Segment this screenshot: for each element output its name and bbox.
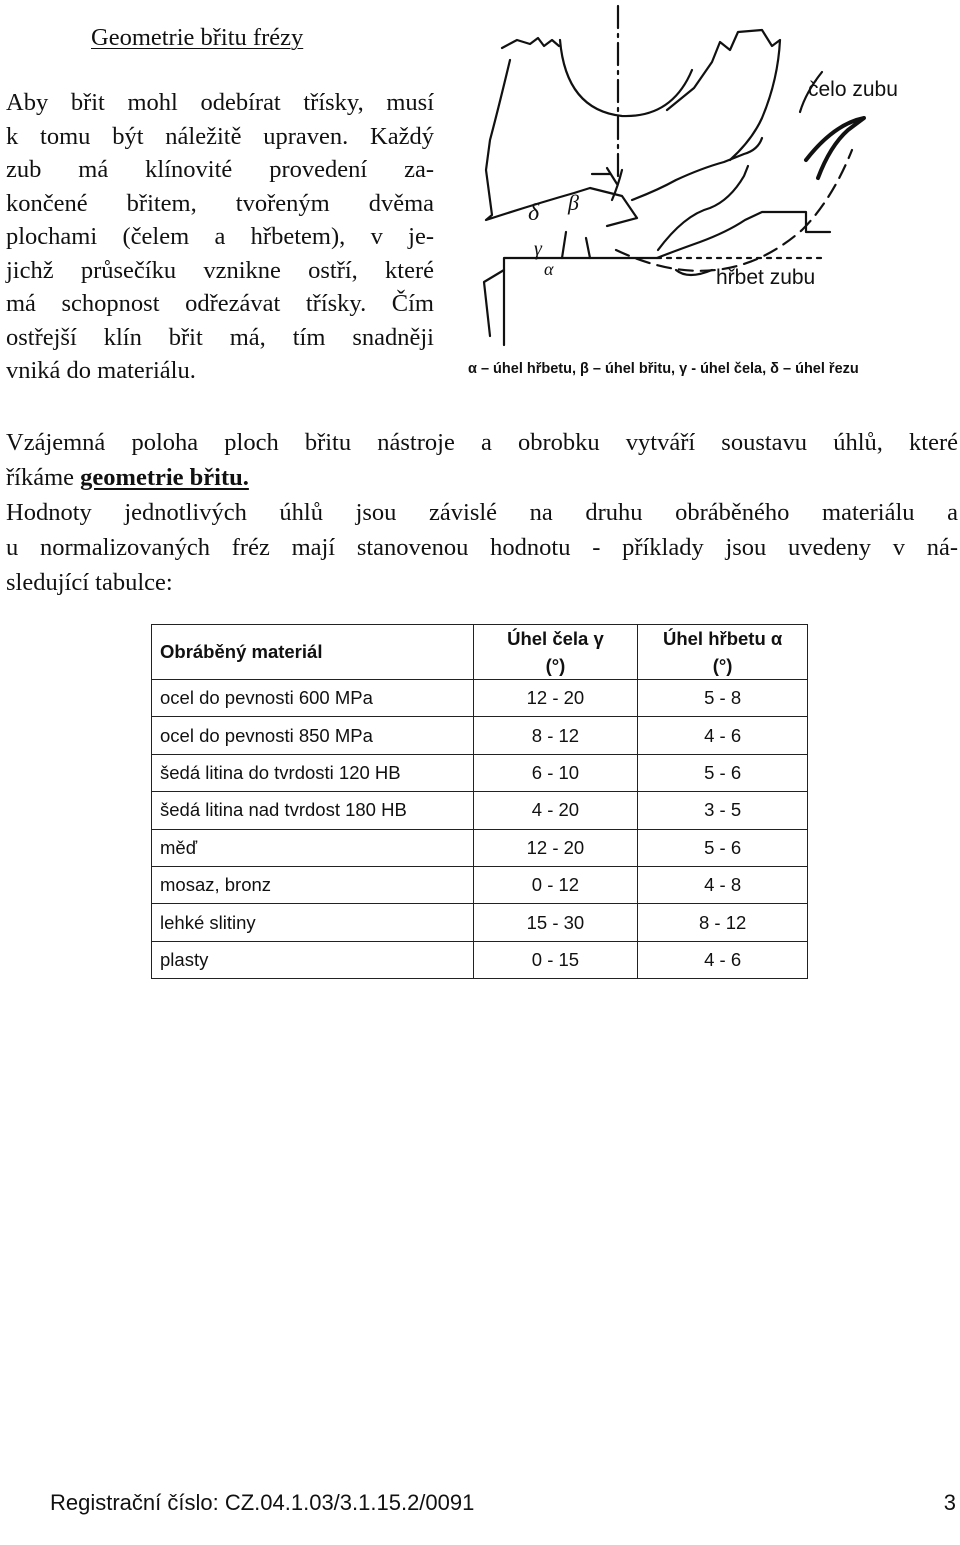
intro-paragraph xyxy=(6,86,434,388)
gamma-symbol: γ xyxy=(534,238,542,260)
page-footer xyxy=(50,1490,956,1522)
page-number: 3 xyxy=(943,1490,956,1515)
cell-face-angle: 4 - 20 xyxy=(473,792,638,829)
delta-symbol: δ xyxy=(528,200,540,226)
figure-legend: α – úhel hřbetu, β – úhel břitu, γ - úhel čela, δ – úhel řezu xyxy=(468,361,859,377)
intro-line: plochami (čelem a hřbetem), v je- xyxy=(6,223,434,250)
cell-material: ocel do pevnosti 850 MPa xyxy=(152,717,474,754)
header-face-angle xyxy=(473,625,638,680)
table-row xyxy=(152,829,808,866)
cell-back-angle: 8 - 12 xyxy=(638,904,808,941)
cutter-outline xyxy=(486,30,780,226)
cell-material: mosaz, bronz xyxy=(152,866,474,903)
intro-line: jichž průsečíku vznikne ostří, které xyxy=(6,256,434,284)
cell-back-angle: 5 - 6 xyxy=(638,754,808,791)
header-unit: (°) xyxy=(712,655,733,676)
paragraph-line: Hodnoty jednotlivých úhlů jsou závislé na druhu obráběného materiálu a xyxy=(6,499,958,526)
chip-curl xyxy=(806,118,864,178)
cell-back-angle: 4 - 8 xyxy=(638,866,808,903)
cell-face-angle: 12 - 20 xyxy=(473,680,638,717)
intro-line: končené břitem, tvořeným dvěma xyxy=(6,189,434,217)
cell-material: šedá litina nad tvrdost 180 HB xyxy=(152,792,474,829)
table-row xyxy=(152,754,808,791)
paragraph-text: říkáme xyxy=(6,464,81,491)
intro-line: k tomu být náležitě upraven. Každý xyxy=(6,122,434,150)
cell-face-angle: 0 - 12 xyxy=(473,866,638,903)
key-term: geometrie břitu. xyxy=(80,464,249,491)
cell-back-angle: 5 - 6 xyxy=(638,829,808,866)
workpiece-edge xyxy=(484,270,504,336)
cell-back-angle: 5 - 8 xyxy=(638,680,808,717)
cell-material: lehké slitiny xyxy=(152,904,474,941)
geometry-paragraph xyxy=(6,425,958,600)
cell-back-angle: 4 - 6 xyxy=(638,941,808,978)
table-row xyxy=(152,904,808,941)
cell-face-angle: 12 - 20 xyxy=(473,829,638,866)
tooth-edge xyxy=(658,166,748,250)
paragraph-line: sledující tabulce: xyxy=(6,569,173,596)
table-row xyxy=(152,717,808,754)
alpha-symbol: α xyxy=(544,259,554,279)
intro-line: má schopnost odřezávat třísky. Čím xyxy=(6,290,434,317)
registration-number: Registrační číslo: CZ.04.1.03/3.1.15.2/0091 xyxy=(50,1490,475,1515)
back-label: hřbet zubu xyxy=(716,266,816,289)
intro-line: ostřejší klín břit má, tím snadněji xyxy=(6,323,434,351)
paragraph-line xyxy=(6,460,958,495)
angle-tick xyxy=(592,168,617,184)
cell-face-angle: 0 - 15 xyxy=(473,941,638,978)
cell-material: měď xyxy=(152,829,474,866)
cell-face-angle: 8 - 12 xyxy=(473,717,638,754)
table-row xyxy=(152,941,808,978)
table-row xyxy=(152,866,808,903)
cell-face-angle: 6 - 10 xyxy=(473,754,638,791)
table-header-row xyxy=(152,625,808,680)
table-row xyxy=(152,792,808,829)
cell-material: ocel do pevnosti 600 MPa xyxy=(152,680,474,717)
paragraph-line: Vzájemná poloha ploch břitu nástroje a obrobku vytváří soustavu úhlů, které xyxy=(6,429,958,456)
intro-line: zub má klínovité provedení za- xyxy=(6,156,434,183)
intro-line: vniká do materiálu. xyxy=(6,357,196,384)
page-title: Geometrie břitu frézy xyxy=(91,24,304,51)
header-face-angle-label: Úhel čela γ xyxy=(507,628,604,649)
header-back-angle-label: Úhel hřbetu α xyxy=(662,628,783,649)
cell-face-angle: 15 - 30 xyxy=(473,904,638,941)
angles-table xyxy=(151,624,808,979)
intro-line: Aby břit mohl odebírat třísky, musí xyxy=(6,89,434,116)
cell-back-angle: 3 - 5 xyxy=(638,792,808,829)
face-label: čelo zubu xyxy=(808,78,898,101)
cell-material: plasty xyxy=(152,941,474,978)
header-back-angle xyxy=(638,625,808,680)
beta-symbol: β xyxy=(568,190,579,215)
cell-material: šedá litina do tvrdosti 120 HB xyxy=(152,754,474,791)
cutting-circle xyxy=(616,150,852,271)
cell-back-angle: 4 - 6 xyxy=(638,717,808,754)
header-unit: (°) xyxy=(545,655,566,676)
cutter-tooth-diagram xyxy=(462,0,960,390)
header-material: Obráběný materiál xyxy=(152,625,474,680)
table-row xyxy=(152,680,808,717)
paragraph-line: u normalizovaných fréz mají stanovenou hodnotu - příklady jsou uvedeny v ná- xyxy=(6,534,958,561)
